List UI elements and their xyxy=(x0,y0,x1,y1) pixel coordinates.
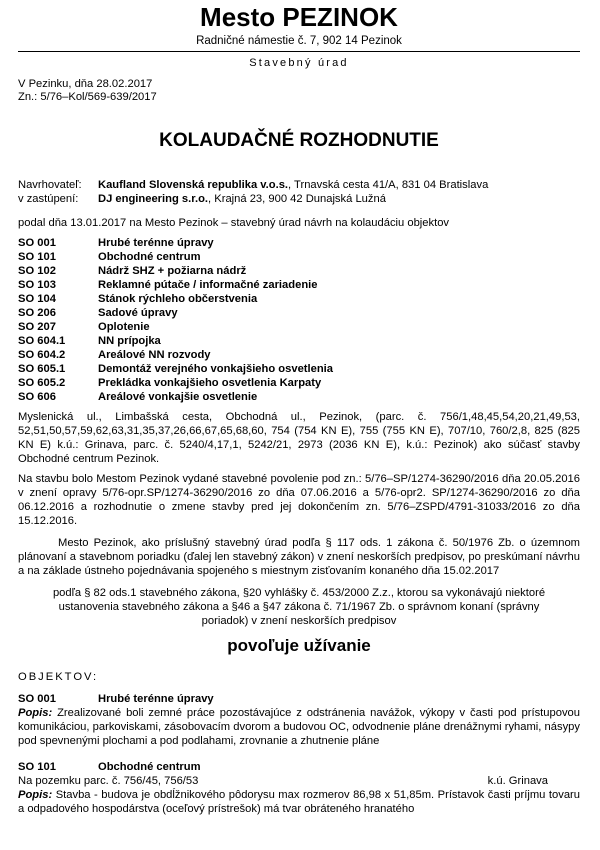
parties-block xyxy=(18,178,580,206)
item-name: Areálové NN rozvody xyxy=(98,349,211,361)
item-name: NN prípojka xyxy=(98,335,161,347)
representative-row xyxy=(18,192,580,206)
object-name: Obchodné centrum xyxy=(98,761,201,773)
representative-address: , Krajná 23, 900 42 Dunajská Lužná xyxy=(208,193,386,205)
item-code: SO 604.1 xyxy=(18,335,66,347)
document-meta xyxy=(18,78,580,104)
list-item xyxy=(18,264,580,278)
reference-line: Zn.: 5/76–Kol/569-639/2017 xyxy=(18,91,157,103)
applicant-address: , Trnavská cesta 41/A, 831 04 Bratislava xyxy=(288,179,489,191)
item-name: Prekládka vonkajšieho osvetlenia Karpaty xyxy=(98,377,322,389)
office-name: Stavebný úrad xyxy=(249,57,349,69)
item-code: SO 103 xyxy=(18,279,56,291)
list-item xyxy=(18,292,580,306)
list-item xyxy=(18,236,580,250)
object-description xyxy=(18,788,580,816)
item-name: Reklamné pútače / informačné zariadenie xyxy=(98,279,318,291)
representative-value xyxy=(98,192,386,206)
list-item xyxy=(18,376,580,390)
item-code: SO 606 xyxy=(18,391,56,403)
list-item xyxy=(18,362,580,376)
item-name: Hrubé terénne úpravy xyxy=(98,237,214,249)
popis-label: Popis: xyxy=(18,707,53,719)
building-items-list xyxy=(18,236,580,404)
representative-name: DJ engineering s.r.o. xyxy=(98,193,209,205)
item-name: Nádrž SHZ + požiarna nádrž xyxy=(98,265,247,277)
item-code: SO 102 xyxy=(18,265,56,277)
item-code: SO 001 xyxy=(18,237,56,249)
intro-text: podal dňa 13.01.2017 na Mesto Pezinok – stavebný úrad návrh na kolaudáciu objektov xyxy=(18,217,450,229)
item-name: Obchodné centrum xyxy=(98,251,201,263)
list-item xyxy=(18,348,580,362)
item-code: SO 605.1 xyxy=(18,363,66,375)
legal-basis-paragraph: podľa § 82 ods.1 stavebného zákona, §20 vyhlášky č. 453/2000 Z.z., ktorou sa vykonávajú niektoré ustanovenia stavebného zákona a §46 a §47 zákona č. 71/1967 Zb. o správnom konaní (správny poriadok) v znení neskorších predpisov xyxy=(52,587,546,627)
list-item xyxy=(18,250,580,264)
applicant-row xyxy=(18,178,580,192)
item-name: Areálové vonkajšie osvetlenie xyxy=(98,391,258,403)
popis-text: Zrealizované boli zemné práce pozostávajúce z odstránenia navážok, výkopy v časti pod prístupovou komunikáciou, parkoviskami, zásobovacím dvorom a budovou OC, odvodnenie pláne drenážnymi ryhami, násypy pod spevnenými plochami a pod podlahami, zrovnanie a zhutnenie pláne xyxy=(18,707,580,747)
item-code: SO 604.2 xyxy=(18,349,66,361)
list-item xyxy=(18,390,580,404)
document-title: KOLAUDAČNÉ ROZHODNUTIE xyxy=(159,130,439,151)
objects-label: OBJEKTOV: xyxy=(18,671,99,683)
header-divider xyxy=(18,51,580,52)
municipality-title: Mesto PEZINOK xyxy=(200,2,398,32)
object-heading xyxy=(18,692,580,706)
permit-paragraph: Na stavbu bolo Mestom Pezinok vydané stavebné povolenie pod zn.: 5/76–SP/1274-36290/2016 dňa 20.05.2016 v znení opravy 5/76-opr.SP/1274-36290/2016 zo dňa 07.06.2016 a 5/76-opr2. SP/1274-36290/2016 zo dňa 06.12.2016 a rozhodnutie o zmene stavby pred jej dokončením zn. 5/76–ZSPD/4791-31033/2016 zo dňa 15.12.2016. xyxy=(18,473,580,527)
applicant-name: Kaufland Slovenská republika v.o.s. xyxy=(98,179,289,191)
list-item xyxy=(18,334,580,348)
applicant-value xyxy=(98,178,488,192)
representative-label: v zastúpení: xyxy=(18,193,79,205)
object-code: SO 001 xyxy=(18,693,56,705)
object-heading xyxy=(18,760,580,774)
item-name: Oplotenie xyxy=(98,321,150,333)
item-code: SO 206 xyxy=(18,307,56,319)
date-line: V Pezinku, dňa 28.02.2017 xyxy=(18,78,153,90)
item-code: SO 605.2 xyxy=(18,377,66,389)
municipality-address: Radničné námestie č. 7, 902 14 Pezinok xyxy=(196,35,402,47)
location-paragraph: Myslenická ul., Limbašská cesta, Obchodná ul., Pezinok, (parc. č. 756/1,48,45,54,20,21,49,53, 52,51,50,57,59,62,63,31,35,37,26,66,67,65,68,60, 754 (754 KN E), 755 (755 KN E), 707/10, 760/2,8, 825 (825 KN E) k.ú.: Grinava, parc. č. 5240/4,17,1, 5242/21, 2973 (2036 KN E), k.ú.: Pezinok) ako súčasť stavby Obchodné centrum Pezinok. xyxy=(18,411,580,465)
land-parcel-row xyxy=(18,774,580,788)
item-name: Sadové úpravy xyxy=(98,307,178,319)
object-code: SO 101 xyxy=(18,761,56,773)
item-name: Demontáž verejného vonkajšieho osvetlenia xyxy=(98,363,334,375)
decision-heading: povoľuje užívanie xyxy=(227,636,371,655)
item-code: SO 101 xyxy=(18,251,56,263)
object-description xyxy=(18,706,580,748)
popis-text: Stavba - budova je obdĺžnikového pôdorysu max rozmerov 86,98 x 51,85m. Prístavok časti príjmu tovaru a odpadového hospodárstva (oceľový prístrešok) má tvar obráteného hranatého xyxy=(18,789,580,815)
item-name: Stánok rýchleho občerstvenia xyxy=(98,293,258,305)
list-item xyxy=(18,306,580,320)
item-code: SO 207 xyxy=(18,321,56,333)
list-item xyxy=(18,278,580,292)
popis-label: Popis: xyxy=(18,789,53,801)
cadastral-area: k.ú. Grinava xyxy=(487,775,548,787)
applicant-label: Navrhovateľ: xyxy=(18,179,82,191)
land-parcels: Na pozemku parc. č. 756/45, 756/53 xyxy=(18,775,199,787)
list-item xyxy=(18,320,580,334)
item-code: SO 104 xyxy=(18,293,56,305)
object-name: Hrubé terénne úpravy xyxy=(98,693,214,705)
authority-paragraph: Mesto Pezinok, ako príslušný stavebný úrad podľa § 117 ods. 1 zákona č. 50/1976 Zb. o územnom plánovaní a stavebnom poriadku (ďalej len stavebný zákon) v znení neskorších predpisov, po preskúmaní návrhu a na základe ústneho pojednávania spojeného s miestnym zisťovaním konaného dňa 15.02.2017 xyxy=(18,537,580,577)
